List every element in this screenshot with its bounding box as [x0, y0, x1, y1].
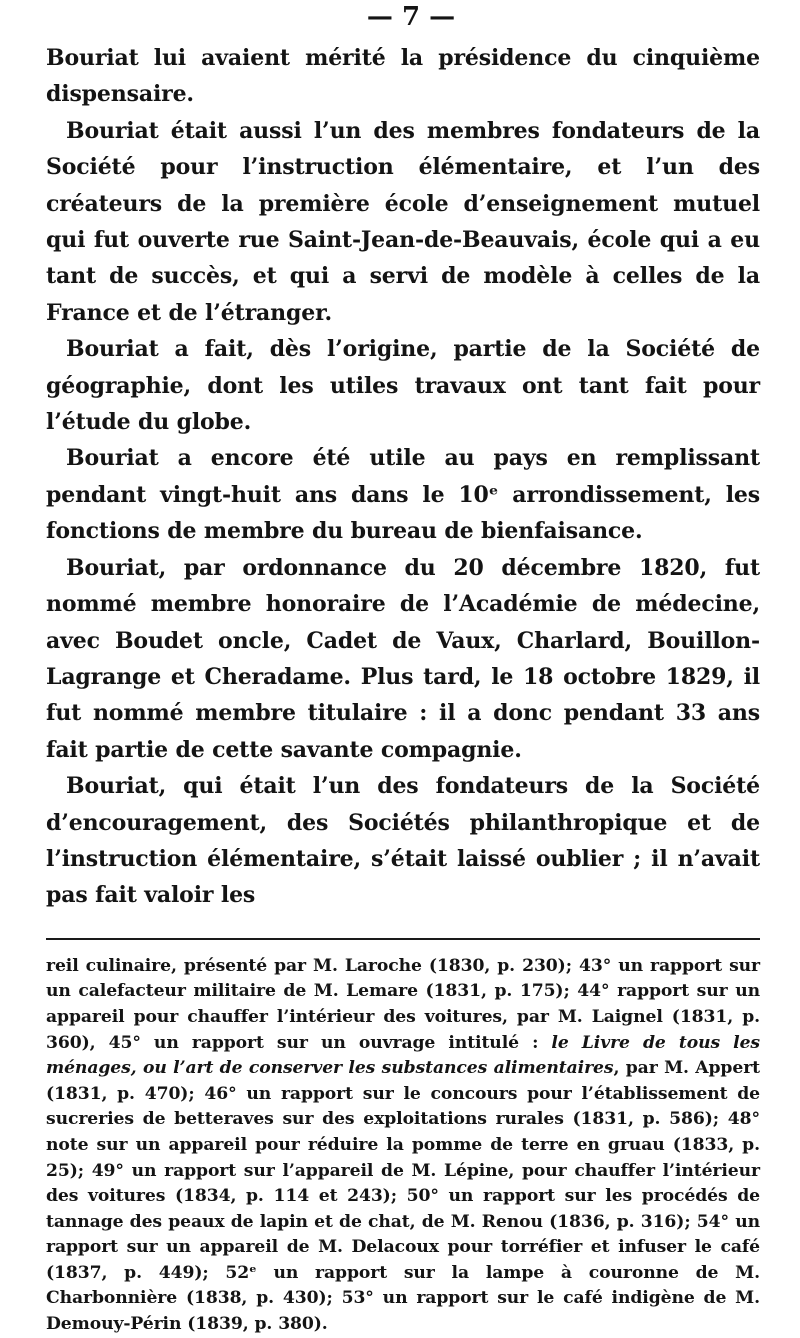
footnote-separator	[46, 938, 760, 940]
footnote-part-1: reil culinaire, présenté par M. Laroche (1830, p. 230); 43° un rapport sur un calefacteur militaire de M. Lemare (1831, p. 175); 44° rapport sur un appareil pour chauffer l’intérieur des voitures, par M. Laignel (1831, p. 360), 45° un rapport sur un ouvrage intitulé :	[46, 955, 760, 1053]
paragraph-geographie: Bouriat a fait, dès l’origine, partie de la Société de géographie, dont les utiles travaux ont tant fait pour l’étude du globe.	[46, 336, 760, 436]
footnote-text	[46, 954, 760, 1338]
paragraph-bienfaisance: Bouriat a encore été utile au pays en remplissant pendant vingt-huit ans dans le 10ᵉ arrondissement, les fonctions de membre du bureau de bienfaisance.	[46, 445, 760, 545]
paragraph-instruction-elementaire: Bouriat était aussi l’un des membres fondateurs de la Société pour l’instruction élémentaire, et l’un des créateurs de la première école d’enseignement mutuel qui fut ouverte rue Saint-Jean-de-Beauvais, école qui a eu tant de succès, et qui a servi de modèle à celles de la France et de l’étranger.	[46, 117, 760, 326]
paragraph-encouragement: Bouriat, qui était l’un des fondateurs de la Société d’encouragement, des Sociétés philanthropique et de l’instruction élémentaire, s’était laissé oublier ; il n’avait pas fait valoir les	[46, 773, 760, 909]
page-number: — 7 —	[366, 2, 456, 32]
footnote-book-title: le Livre de tous les ménages, ou l’art de conserver les substances alimentaires	[46, 1032, 760, 1079]
body-text	[46, 40, 760, 914]
paragraph-academie-medecine: Bouriat, par ordonnance du 20 décembre 1820, fut nommé membre honoraire de l’Académie de médecine, avec Boudet oncle, Cadet de Vaux, Charlard, Bouillon-Lagrange et Cheradame. Plus tard, le 18 octobre 1829, il fut nommé membre titulaire : il a donc pendant 33 ans fait partie de cette savante compagnie.	[46, 554, 760, 763]
footnote-part-2: , par M. Appert (1831, p. 470); 46° un rapport sur le concours pour l’établissement de sucreries de betteraves sur des exploitations rurales (1831, p. 586); 48° note sur un appareil pour réduire la pomme de terre en gruau (1833, p. 25); 49° un rapport sur l’appareil de M. Lépine, pour chauffer l’intérieur des voitures (1834, p. 114 et 243); 50° un rapport sur les procédés de tannage des peaux de lapin et de chat, de M. Renou (1836, p. 316); 54° un rapport sur un appareil de M. Delacoux pour torréfier et infuser le café (1837, p. 449); 52ᵉ un rapport sur la lampe à couronne de M. Charbonnière (1838, p. 430); 53° un rapport sur le café indigène de M. Demouy-Périn (1839, p. 380).	[46, 1058, 760, 1335]
paragraph-dispensaire: Bouriat lui avaient mérité la présidence du cinquième dispensaire.	[46, 45, 760, 108]
footnote	[46, 954, 760, 1338]
